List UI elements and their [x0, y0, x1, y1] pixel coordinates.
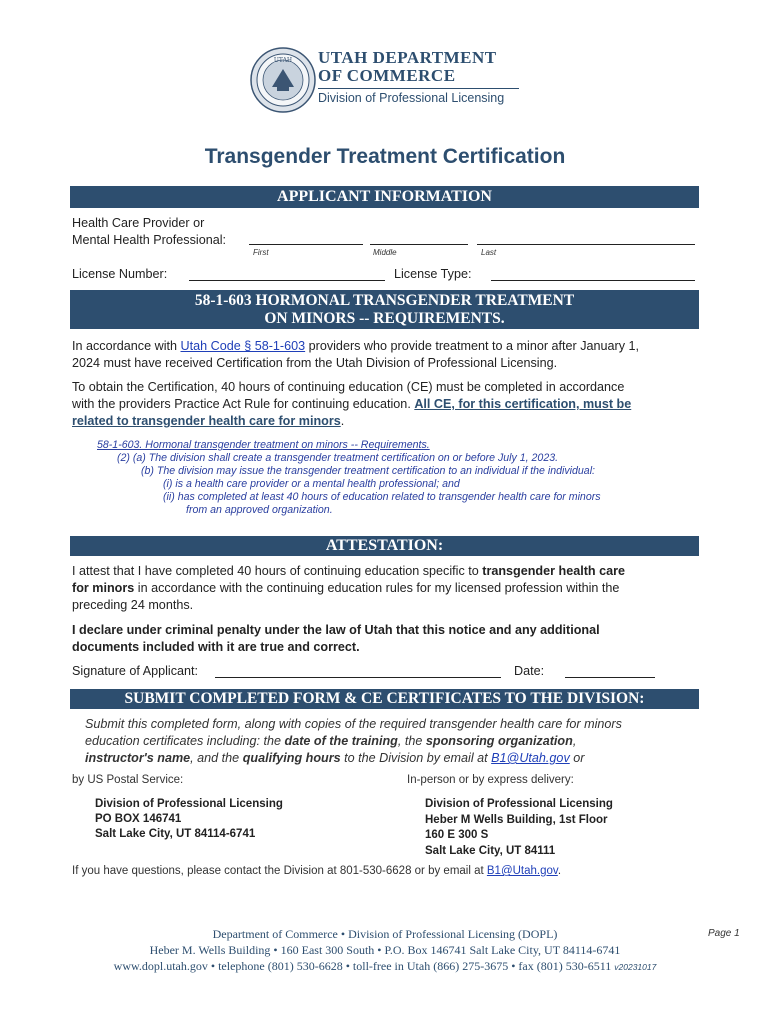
- last-caption: Last: [481, 248, 497, 257]
- submit-heading: SUBMIT COMPLETED FORM & CE CERTIFICATES TO THE DIVISION:: [70, 689, 699, 709]
- division-name: Division of Professional Licensing: [318, 91, 505, 105]
- footer: Department of Commerce • Division of Professional Licensing (DOPL) Heber M. Wells Building • 160 East 300 South • P.O. Box 146741 Salt Lake City, UT 84114-6741 www.dopl.utah.gov • telephone (801) 530-6628 • toll-free in Utah (866) 275-3675 • fax (801) 530-6511 v20231017: [113, 927, 657, 973]
- page-number: Page 1: [708, 928, 740, 939]
- middle-name-field[interactable]: [370, 244, 468, 245]
- applicant-info-heading: APPLICANT INFORMATION: [70, 186, 699, 208]
- first-caption: First: [253, 248, 269, 257]
- svg-text:UTAH: UTAH: [273, 57, 293, 64]
- inperson-label: In-person or by express delivery:: [407, 774, 574, 786]
- last-name-field[interactable]: [477, 244, 695, 245]
- signature-field[interactable]: [215, 677, 501, 678]
- attestation-paragraph: I attest that I have completed 40 hours of continuing education specific to transgender health care for minors in accordance with the continuing education rules for my licensed profession within the preceding 24 months.: [72, 564, 626, 612]
- state-seal: [250, 47, 316, 113]
- postal-label: by US Postal Service:: [72, 774, 184, 786]
- license-type-label: License Type:: [394, 267, 472, 281]
- page-title: Transgender Treatment Certification: [204, 145, 566, 168]
- signature-label: Signature of Applicant:: [72, 664, 199, 678]
- requirements-paragraph-1: In accordance with Utah Code § 58-1-603 providers who provide treatment to a minor after January 1, 2024 must have received Certification from the Utah Division of Professional Licensing.: [72, 339, 640, 370]
- requirements-paragraph-2: To obtain the Certification, 40 hours of continuing education (CE) must be completed in accordance with the providers Practice Act Rule for continuing education. All CE, for this certification, must be related to transgender health care for minors.: [72, 380, 632, 428]
- declaration-text: I declare under criminal penalty under the law of Utah that this notice and any additional documents included with it are true and correct.: [72, 623, 600, 654]
- statute-excerpt: 58-1-603. Hormonal transgender treatment on minors -- Requirements. (2) (a) The division shall create a transgender treatment certification on or before July 1, 2023. (b) The division may issue the transgender treatment certification to an individual if the individual: (i) is a health care provider or a mental health professional; and (ii) has completed at least 40 hours of education related to transgender health care for minors from an approved organization.: [97, 439, 601, 516]
- postal-address: Division of Professional Licensing PO BOX 146741 Salt Lake City, UT 84114-6741: [95, 798, 283, 840]
- header-rule: [318, 88, 519, 89]
- provider-label: Health Care Provider or Mental Health Professional:: [72, 216, 227, 247]
- license-number-label: License Number:: [72, 267, 168, 281]
- requirements-heading: 58-1-603 HORMONAL TRANSGENDER TREATMENT ON MINORS -- REQUIREMENTS.: [70, 290, 699, 329]
- submit-instructions: Submit this completed form, along with copies of the required transgender health care for minors education certificates including: the date of the training, the sponsoring organization, instructor's name, and the qualifying hours to the Division by email at B1@Utah.gov or: [85, 717, 622, 765]
- date-field[interactable]: [565, 677, 655, 678]
- email-link[interactable]: B1@Utah.gov: [491, 751, 570, 765]
- questions-text: If you have questions, please contact the Division at 801-530-6628 or by email at B1@Utah.gov.: [72, 865, 562, 877]
- department-name: UTAH DEPARTMENT OF COMMERCE: [318, 48, 497, 85]
- first-name-field[interactable]: [249, 244, 363, 245]
- inperson-address: Division of Professional Licensing Heber M Wells Building, 1st Floor 160 E 300 S Salt Lake City, UT 84111: [425, 798, 613, 857]
- attestation-heading: ATTESTATION:: [70, 536, 699, 556]
- license-number-field[interactable]: [189, 280, 385, 281]
- utah-code-link[interactable]: Utah Code § 58-1-603: [180, 339, 306, 353]
- date-label: Date:: [514, 664, 545, 678]
- license-type-field[interactable]: [491, 280, 695, 281]
- middle-caption: Middle: [373, 248, 397, 257]
- questions-email-link[interactable]: B1@Utah.gov: [486, 865, 558, 877]
